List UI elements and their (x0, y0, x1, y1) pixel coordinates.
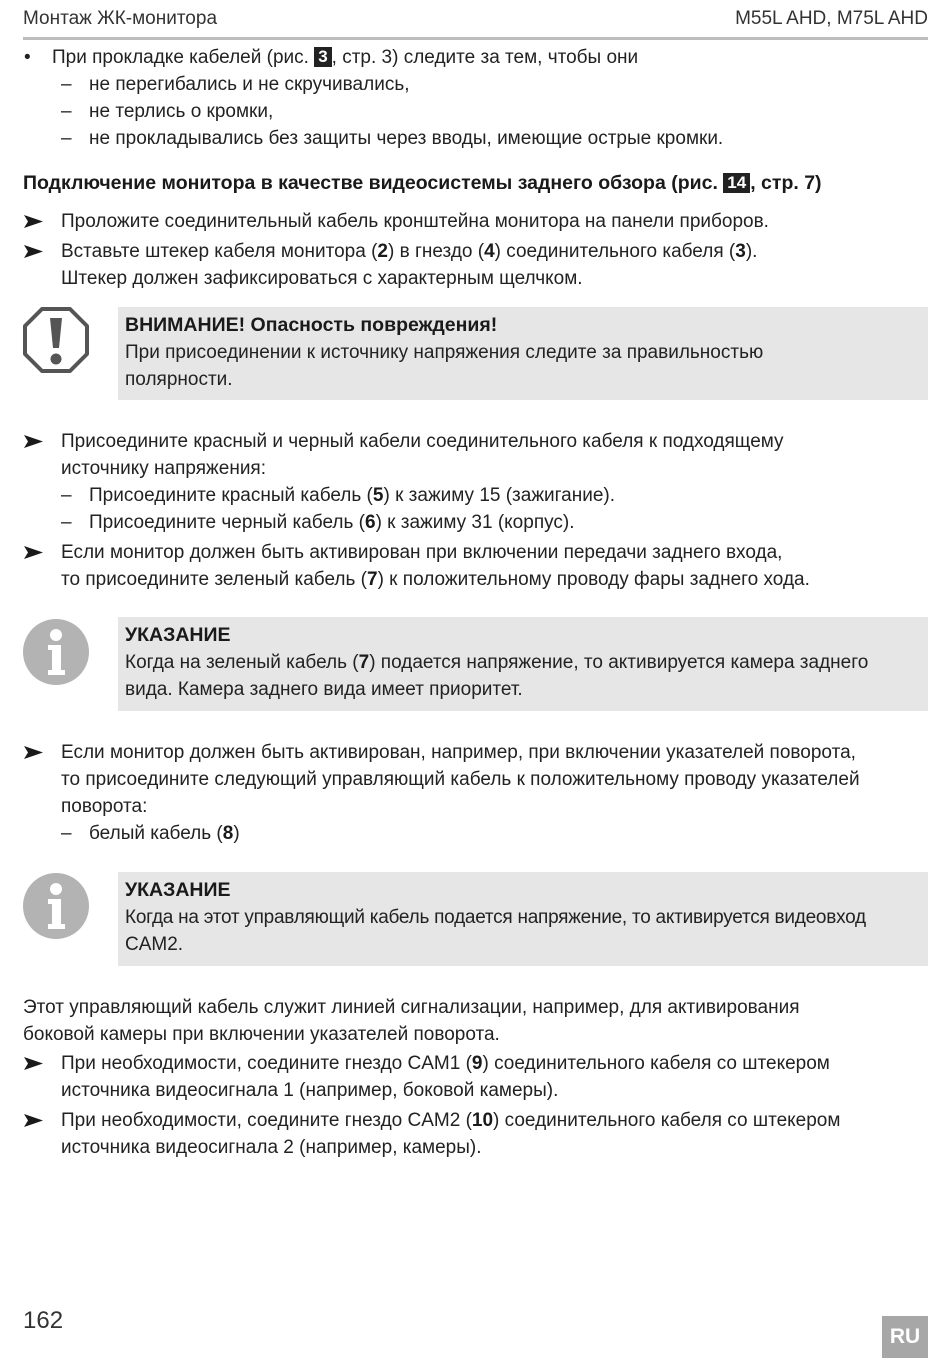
dash-marker: – (61, 74, 72, 95)
warning-title: ВНИМАНИЕ! Опасность повреждения! (125, 314, 498, 336)
note-title: УКАЗАНИЕ (125, 879, 231, 901)
step-text-continued: то присоедините следующий управляющий кабель к положительному проводу указателей (61, 769, 860, 790)
intro-sub-item: не перегибались и не скручивались, (89, 74, 410, 95)
step-text-continued (61, 566, 810, 593)
arrow-bullet-icon (22, 428, 46, 455)
paragraph-line: Этот управляющий кабель служит линией сигнализации, например, для активирования (23, 997, 800, 1018)
ref-number: 6 (364, 512, 376, 533)
text-run: ) соединительного кабеля со штекером (482, 1053, 830, 1074)
info-icon (22, 872, 90, 940)
note-line: Когда на этот управляющий кабель подается напряжение, то активируется видеовход (125, 907, 866, 928)
header-section-title: Монтаж ЖК-монитора (23, 8, 218, 29)
text-run: ) подается напряжение, то активируется камера заднего (369, 652, 869, 673)
text-run: ) соединительного кабеля со штекером (493, 1110, 841, 1131)
bullet-dot: • (24, 47, 31, 68)
step-text (61, 1050, 830, 1077)
step-text-continued: Штекер должен зафиксироваться с характерным щелчком. (61, 268, 583, 289)
intro-sub-item: не терлись о кромки, (89, 101, 274, 122)
warning-line: полярности. (125, 369, 233, 390)
section-heading-pre: Подключение монитора в качестве видеосистемы заднего обзора (рис. (23, 172, 724, 194)
intro-line (52, 44, 638, 71)
ref-number: 3 (735, 241, 746, 262)
dash-marker: – (61, 512, 72, 533)
ref-number: 10 (471, 1110, 494, 1131)
text-run: Когда на зеленый кабель ( (125, 652, 359, 673)
note-line (125, 649, 868, 676)
arrow-bullet-icon (22, 539, 46, 566)
step-text: Если монитор должен быть активирован при включении передачи заднего входа, (61, 542, 783, 563)
warning-exclamation-icon (22, 306, 90, 374)
arrow-bullet-icon (22, 238, 46, 265)
info-icon (22, 618, 90, 686)
warning-box (118, 307, 928, 400)
page-number: 162 (23, 1307, 64, 1334)
intro-sub-item: не прокладывались без защиты через вводы, имеющие острые кромки. (89, 128, 724, 149)
text-run: ) к положительному проводу фары заднего хода. (377, 569, 810, 590)
section-heading-post: , стр. 7) (750, 172, 822, 194)
text-run: Вставьте штекер кабеля монитора ( (61, 241, 378, 262)
intro-text-pre: При прокладке кабелей (рис. (52, 47, 315, 68)
text-run: Присоедините красный кабель ( (89, 485, 373, 506)
step-text (61, 238, 757, 265)
sub-step-text (89, 820, 240, 847)
ref-number: 5 (372, 485, 384, 506)
text-run: ) в гнездо ( (387, 241, 485, 262)
ref-number: 7 (367, 569, 378, 590)
text-run: белый кабель ( (89, 823, 223, 844)
step-text (61, 1107, 840, 1134)
dash-marker: – (61, 823, 72, 844)
figure-ref-badge: 14 (723, 173, 750, 193)
intro-text-post: , стр. 3) следите за тем, чтобы они (331, 47, 639, 68)
text-run: При необходимости, соедините гнездо CAM2 ( (61, 1110, 472, 1131)
header-rule (23, 37, 928, 40)
note-box (118, 617, 928, 711)
text-run: ) соединительного кабеля ( (494, 241, 736, 262)
dash-marker: – (61, 101, 72, 122)
figure-ref-badge: 3 (314, 47, 331, 67)
warning-line: При присоединении к источнику напряжения следите за правильностью (125, 342, 764, 363)
step-text-continued: источнику напряжения: (61, 458, 267, 479)
note-line: вида. Камера заднего вида имеет приоритет. (125, 679, 523, 700)
arrow-bullet-icon (22, 208, 46, 235)
section-heading (23, 172, 822, 195)
text-run: Присоедините черный кабель ( (89, 512, 365, 533)
paragraph-line: боковой камеры при включении указателей поворота. (23, 1024, 500, 1045)
ref-number: 9 (471, 1053, 483, 1074)
text-run: ) к зажиму 31 (корпус). (375, 512, 575, 533)
step-text: Если монитор должен быть активирован, например, при включении указателей поворота, (61, 742, 856, 763)
note-line: CAM2. (125, 934, 184, 955)
dash-marker: – (61, 485, 72, 506)
header-model-names: M55L AHD, M75L AHD (735, 8, 928, 29)
step-text-continued: источника видеосигнала 1 (например, боковой камеры). (61, 1080, 559, 1101)
arrow-bullet-icon (22, 739, 46, 766)
ref-number: 8 (222, 823, 234, 844)
ref-number: 4 (484, 241, 495, 262)
dash-marker: – (61, 128, 72, 149)
ref-number: 7 (358, 652, 370, 673)
ref-number: 2 (377, 241, 388, 262)
text-run: ) к зажиму 15 (зажигание). (383, 485, 616, 506)
step-text-continued: источника видеосигнала 2 (например, камеры). (61, 1137, 482, 1158)
step-text: Проложите соединительный кабель кронштейна монитора на панели приборов. (61, 211, 769, 232)
text-run: то присоедините зеленый кабель ( (61, 569, 367, 590)
note-box (118, 872, 928, 966)
step-text-continued: поворота: (61, 796, 148, 817)
sub-step-text (89, 509, 575, 536)
arrow-bullet-icon (22, 1107, 46, 1134)
text-run: ). (745, 241, 758, 262)
language-badge: RU (882, 1316, 928, 1358)
text-run: При необходимости, соедините гнездо CAM1 ( (61, 1053, 472, 1074)
note-title: УКАЗАНИЕ (125, 624, 231, 646)
text-run: ) (233, 823, 240, 844)
arrow-bullet-icon (22, 1050, 46, 1077)
step-text: Присоедините красный и черный кабели соединительного кабеля к подходящему (61, 431, 784, 452)
sub-step-text (89, 482, 615, 509)
